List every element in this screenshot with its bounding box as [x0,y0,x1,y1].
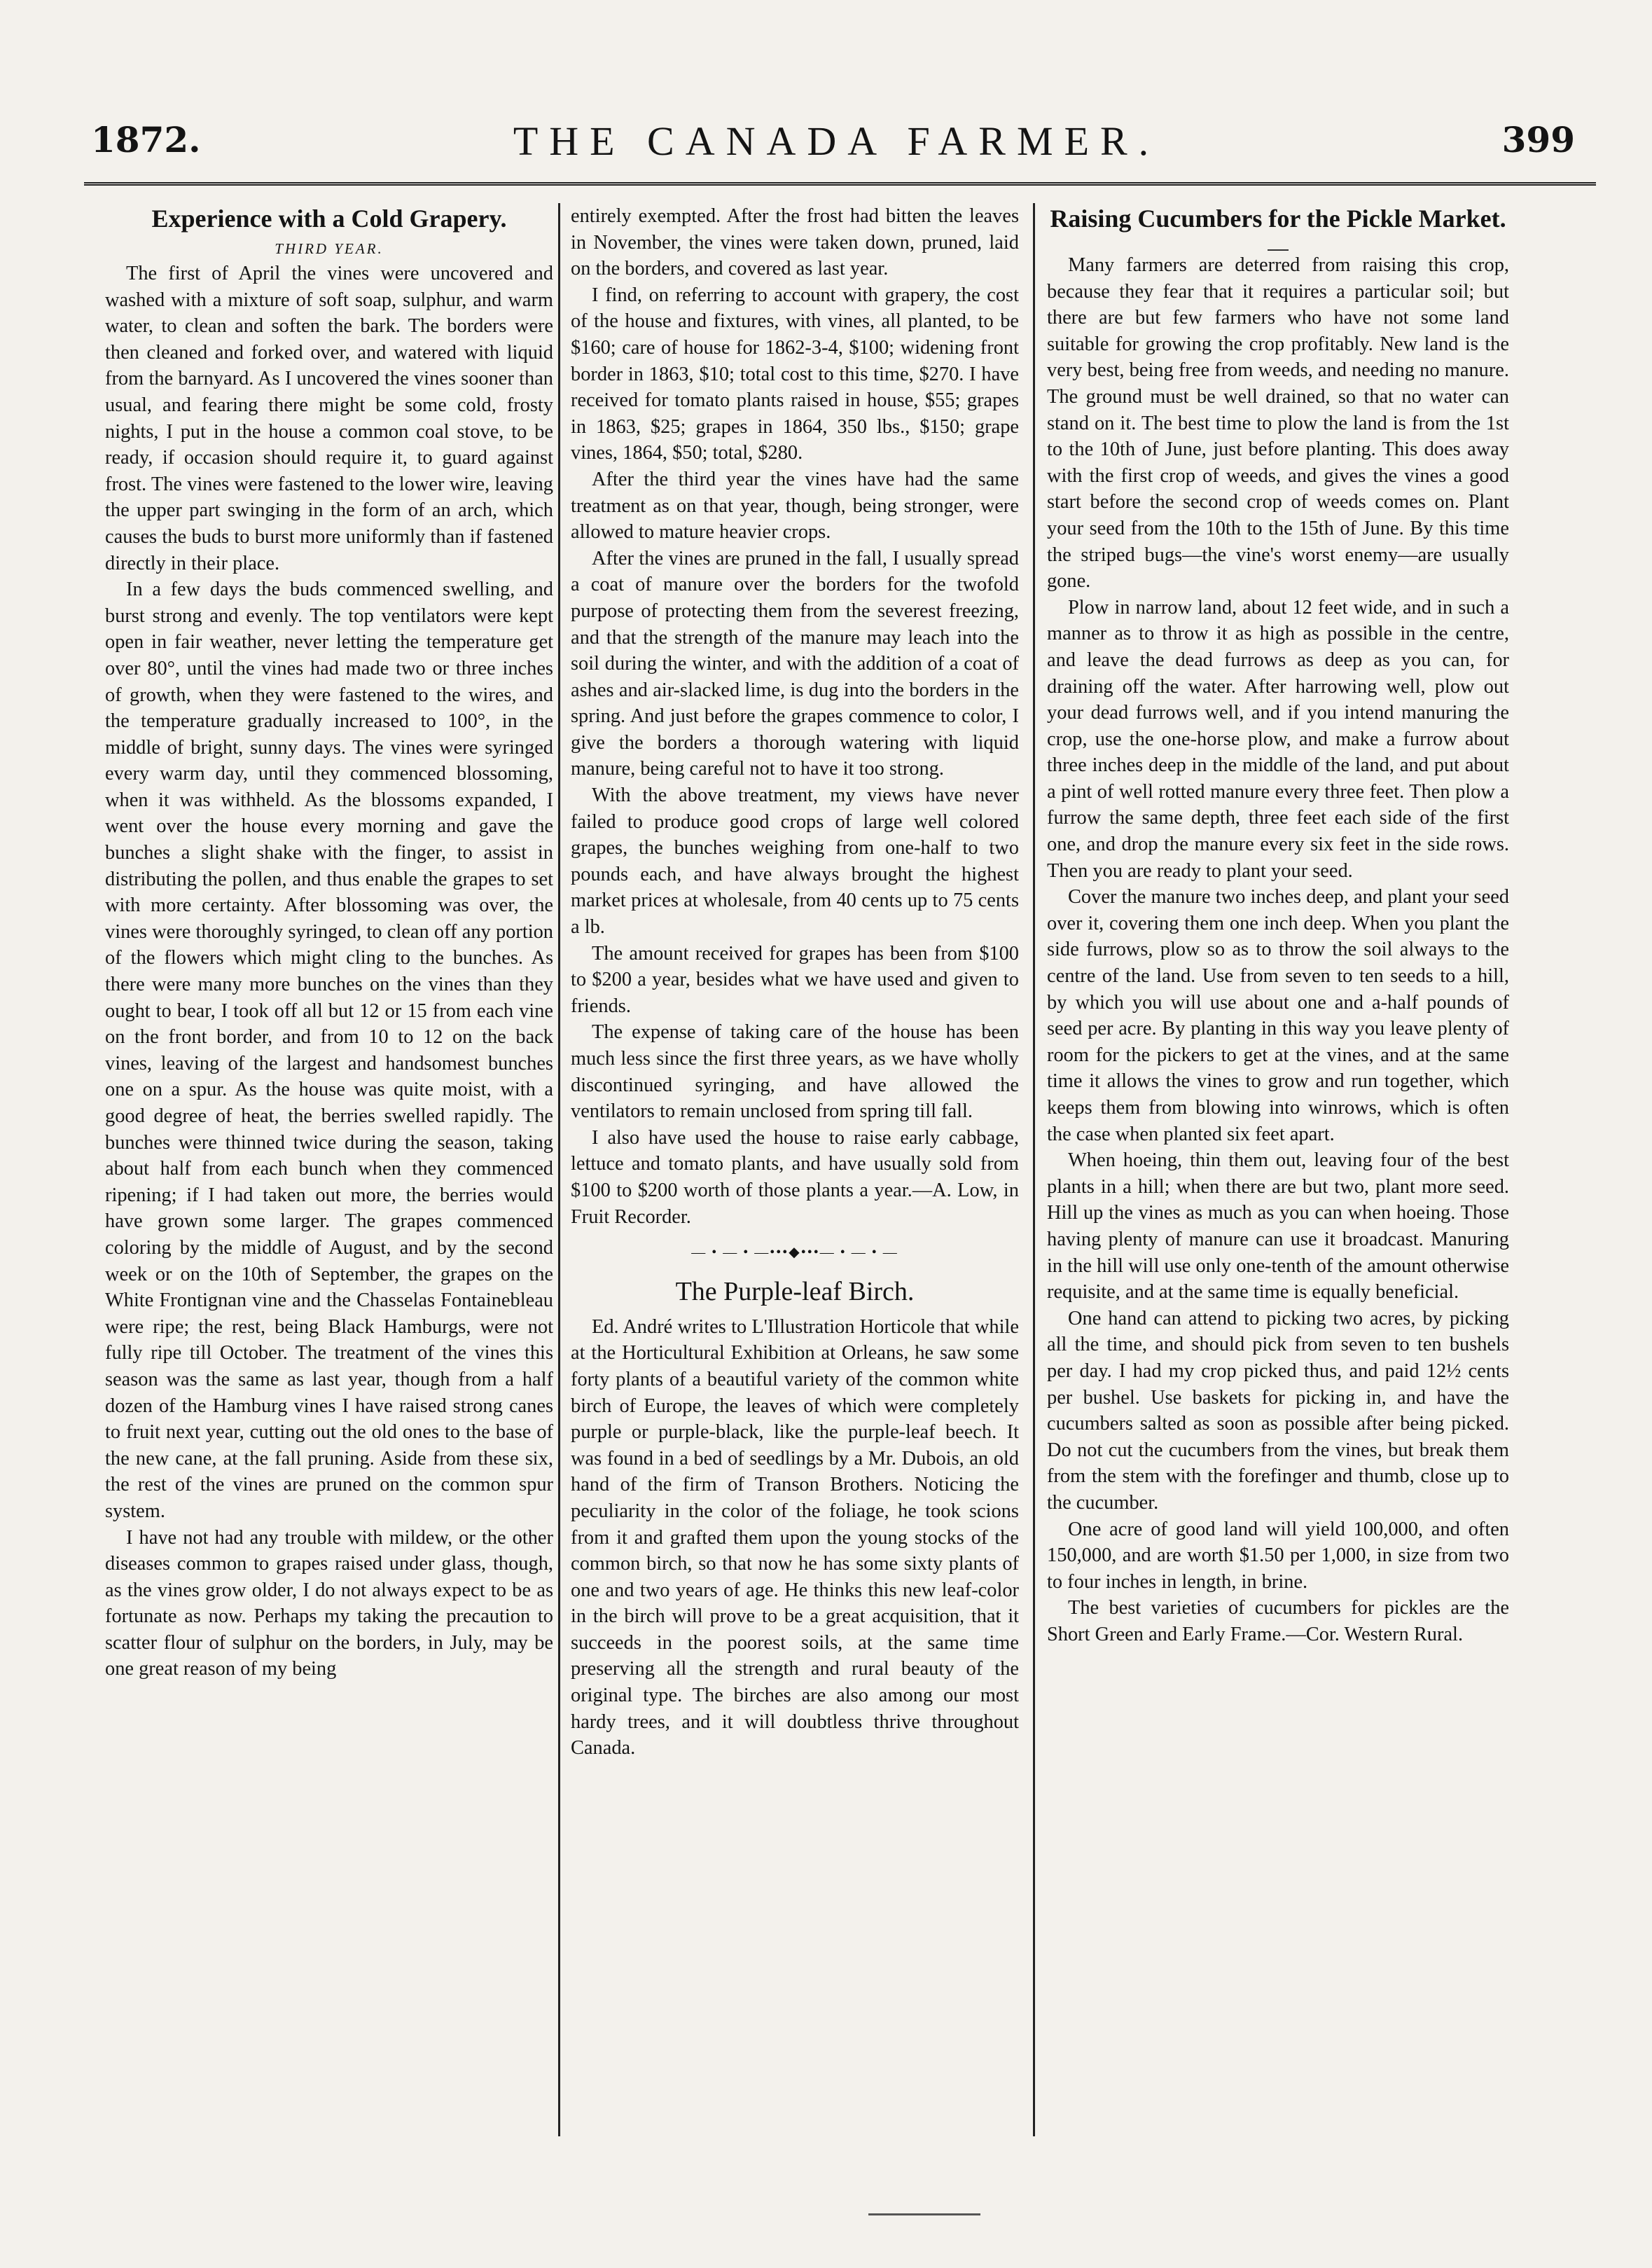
page-number: 399 [1501,119,1575,160]
paragraph: I find, on referring to account with grapery, the cost of the house and fixtures, with vines, all planted, to be $160; care of house for 1862-3-4, $100; widening front border in 1863, $10; total cost to this time, $270. I have received for tomato plants raised in house, $55; grapes in 1863, $25; grapes in 1864, 350 lbs., $150; grape vines, 1864, $50; total, $280. [571,284,1019,464]
paragraph: After the vines are pruned in the fall, I usually spread a coat of manure over the borders for the twofold purpose of protecting them from the severest freezing, and that the strength of the manure may leach into the soil during the winter, and with the addition of a coat of ashes and air-slacked lime, is dug into the borders in the spring. And just before the grapes commence to color, I give the borders a thorough watering with liquid manure, being careful not to have it too strong. [571,547,1019,780]
publication-title: THE CANADA FARMER. [513,118,1160,164]
paragraph: Cover the manure two inches deep, and plant your seed over it, covering them one inch deep. When you plant the side furrows, plow so as to throw the soil always to the centre of the land. Use from seven to ten seeds to a hill, by which you will use about one and a-half pounds of seed per acre. By planting in this way you leave plenty of room for the pickers to get at the vines, and at the same time it allows the vines to grow and run together, which keeps them from blowing into winrows, which is often the case when planted six feet apart. [1047,886,1509,1145]
article-title: Experience with a Cold Grapery. [151,205,507,233]
paragraph: The amount received for grapes has been from $100 to $200 a year, besides what we have used and given to friends. [571,942,1019,1017]
header-rule [84,182,1596,186]
paragraph: entirely exempted. After the frost had bitten the leaves in November, the vines were taken down, pruned, laid on the borders, and covered as last year. [571,205,1019,280]
paragraph: The first of April the vines were uncovered and washed with a mixture of soft soap, sulphur, and warm water, to clean and soften the bark. The borders were then cleaned and forked over, and watered with liquid from the barnyard. As I uncovered the vines sooner than usual, and fearing there might be some cold, frosty nights, I put in the house a common coal stove, to be ready, if occasion should require it, to guard against frost. The vines were fastened to the lower wire, leaving the upper part swinging in the form of an arch, which causes the buds to burst more uniformly than if fastened directly in their place. [105,263,553,574]
paragraph: I also have used the house to raise early cabbage, lettuce and tomato plants, and have usually sold from $100 to $200 worth of those plants a year.—A. Low, in Fruit Recorder. [571,1126,1019,1228]
paragraph: After the third year the vines have had the same treatment as on that year, though, being stronger, were allowed to mature heavier crops. [571,468,1019,544]
paragraph: One hand can attend to picking two acres, by picking all the time, and should pick from seven to ten bushels per day. I had my crop picked thus, and paid 12½ cents per bushel. Use baskets for picking in, and have the cucumbers salted as soon as possible after being picked. Do not cut the cucumbers from the vines, but break them from the stem with the forefinger and thumb, close up to the cucumber. [1047,1307,1509,1514]
paragraph: Plow in narrow land, about 12 feet wide, and in such a manner as to throw it as high as possible in the centre, and leave the dead furrows as deep as you can, for draining off the water. After harrowing well, plow out your dead furrows well, and if you intend manuring the crop, use the one-horse plow, and make a furrow about three inches deep in the middle of the land, and put about a pint of well rotted manure every three feet. Then plow a furrow the same depth, three feet each side of the first one, and drop the manure every six feet in the side rows. Then you are ready to plant your seed. [1047,596,1509,882]
paragraph: I have not had any trouble with mildew, or the other diseases common to grapes raised under glass, though, as the vines grow older, I do not always expect to be as fortunate as now. Perhaps my taking the precaution to scatter flour of sulphur on the borders, in July, may be one great reason of my being [105,1526,553,1680]
paragraph: With the above treatment, my views have never failed to produce good crops of large well colored grapes, the bunches weighing from one-half to two pounds each, and have always brought the highest market prices at wholesale, from 40 cents up to 75 cents a lb. [571,784,1019,939]
column-divider [1033,203,1035,2136]
paragraph: When hoeing, thin them out, leaving four of the best plants in a hill; when there are but two, plant more seed. Hill up the vines as much as you can when hoeing. Those having plenty of manure can use it broadcast. Manuring in the hill will use only one-tenth of the amount otherwise requisite, and at the same time is equally beneficial. [1047,1149,1509,1304]
footer-rule [868,2213,980,2215]
article-title: The Purple-leaf Birch. [675,1276,915,1306]
paragraph: The best varieties of cucumbers for pickles are the Short Green and Early Frame.—Cor. Western Rural. [1047,1597,1509,1645]
paragraph: Many farmers are deterred from raising this crop, because they fear that it requires a particular soil; but there are but few farmers who have not some land suitable for growing the crop profitably. New land is the very best, being free from weeds, and needing no manure. The ground must be well drained, so that no water can stand on it. The best time to plow the land is from the 1st to the 10th of June, just before planting. This does away with the first crop of weeds, and gives the vines a good start before the second crop of weeds comes on. Plant your seed from the 10th to the 15th of June. By this time the striped bugs—the vine's worst enemy—are usually gone. [1047,254,1509,593]
paragraph: Ed. André writes to L'Illustration Horticole that while at the Horticultural Exhibition at Orleans, he saw some forty plants of a beautiful variety of the common white birch of Europe, the leaves of which were completely purple or purple-black, like the purple-leaf beech. It was found in a bed of seedlings by a Mr. Dubois, an old hand of the firm of Transon Brothers. Noticing the peculiarity in the color of the foliage, he took scions from it and grafted them upon the young stocks of the common birch, so that now he has some sixty plants of one and two years of age. He thinks this new leaf-color in the birch will prove to be a great acquisition, that it succeeds in the poorest soils, at the same time preserving all the strength and rural beauty of the original type. The birches are also among our most hardy trees, and it will doubtless thrive throughout Canada. [571,1315,1019,1759]
column-divider [558,203,560,2136]
article-cold-grapery [105,203,553,1682]
paragraph: In a few days the buds commenced swelling, and burst strong and evenly. The top ventilators were kept open in fair weather, never letting the temperature get over 80°, until the vines had made two or three inches of growth, when they were fastened to the wires, and the temperature gradually increased to 100°, in the middle of bright, sunny days. The vines were syringed every warm day, until they commenced blossoming, when it was withheld. As the blossoms expanded, I went over the house every morning and gave the bunches a slight shake with the finger, to assist in distributing the pollen, and thus enable the grapes to set with more certainty. After blossoming was over, the vines were thoroughly syringed, to clean off any portion of the flowers which might cling to the bunches. As there were many more bunches on the vines than they ought to bear, I took off all but 12 or 15 from each vine on the front border, and from 10 to 12 on the back vines, leaving of the largest and handsomest bunches one on a spur. As the house was quite moist, with a good degree of heat, the berries swelled rapidly. The bunches were thinned twice during the season, taking about half from each bunch when they commenced ripening; if I had taken out more, the berries would have grown some larger. The grapes commenced coloring by the middle of August, and by the second week or on the 10th of September, the grapes on the White Frontignan vine and the Chasselas Fontainebleau were ripe; the rest, being Black Hamburgs, were not fully ripe till October. The treatment of the vines this season was the same as last year, though from a half dozen of the Hamburg vines I have raised strong canes to fruit next year, cutting out the old ones to the base of the new cane, at the fall pruning. Aside from these six, the rest of the vines are pruned on the common spur system. [105,579,553,1522]
paragraph: One acre of good land will yield 100,000, and often 150,000, and are worth $1.50 per 1,000, in size from two to four inches in length, in brine. [1047,1518,1509,1593]
article-subtitle: THIRD YEAR. [275,240,384,257]
title-rule [1047,238,1509,252]
paragraph: The expense of taking care of the house has been much less since the first three years, as we have wholly discontinued syringing, and have allowed the ventilators to remain unclosed from spring till fall. [571,1021,1019,1123]
issue-year: 1872. [91,119,201,160]
article-continuation-and-birch [571,203,1019,1762]
section-ornament: — • — • —•••◆•••— • — • — [691,1245,898,1261]
article-cucumbers [1047,203,1509,1647]
article-title: Raising Cucumbers for the Pickle Market. [1050,205,1506,233]
masthead [77,105,1596,175]
